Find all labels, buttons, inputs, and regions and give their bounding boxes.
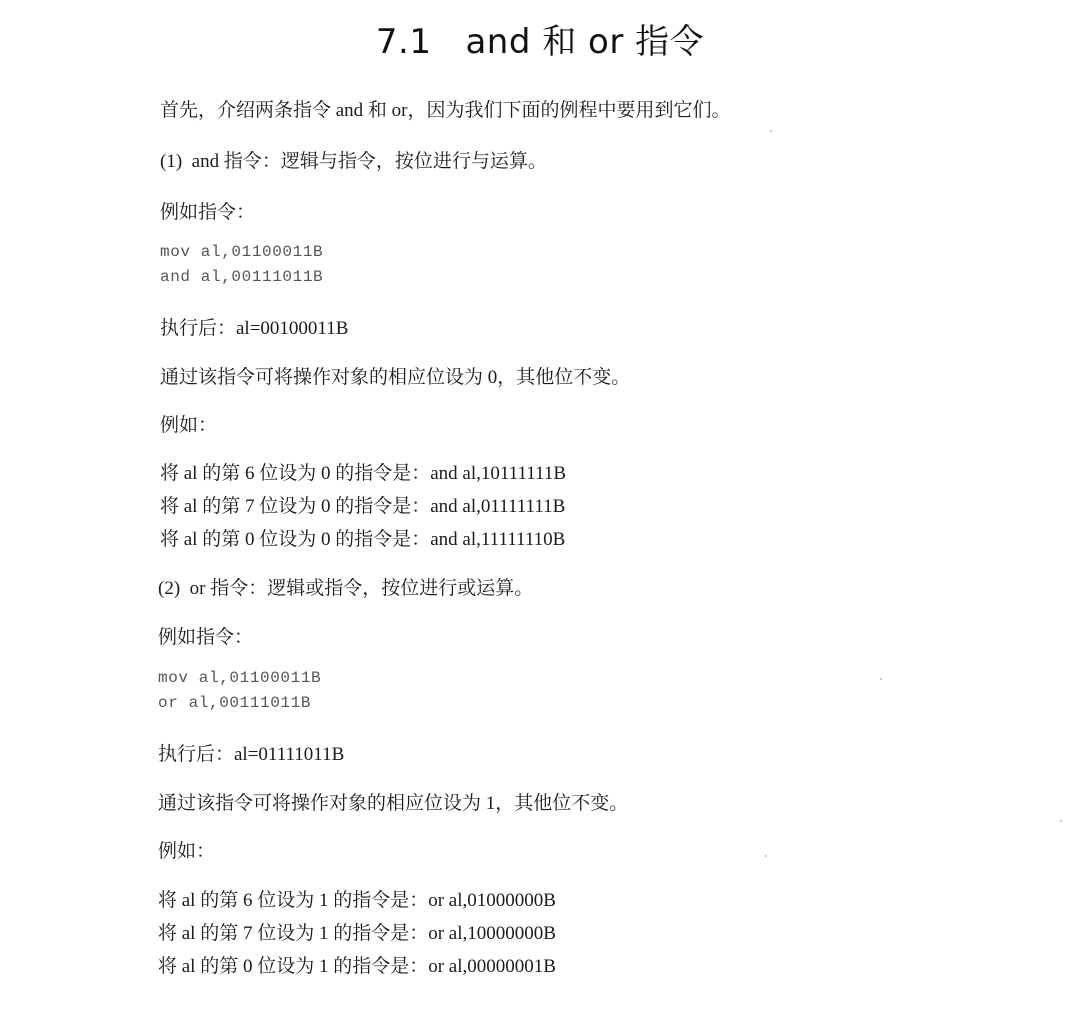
and-effect: 通过该指令可将操作对象的相应位设为 0，其他位不变。 [160, 367, 631, 388]
or-example-line: 将 al 的第 6 位设为 1 的指令是：or al,01000000B [158, 890, 556, 911]
scan-speck [880, 678, 882, 680]
or-code-line-2: or al,00111011B [158, 694, 312, 712]
scan-speck [770, 130, 772, 132]
scan-speck [1060, 820, 1062, 822]
or-heading: (2) or 指令：逻辑或指令，按位进行或运算。 [158, 578, 534, 599]
scan-speck [765, 855, 767, 857]
and-example-label: 例如指令： [160, 202, 256, 223]
or-result: 执行后：al=01111011B [158, 744, 345, 765]
and-result: 执行后：al=00100011B [160, 318, 349, 339]
and-code-line-1: mov al,01100011B [160, 243, 324, 261]
section-number: 7.1 [375, 22, 432, 62]
or-example-line: 将 al 的第 7 位设为 1 的指令是：or al,10000000B [158, 923, 556, 944]
or-effect: 通过该指令可将操作对象的相应位设为 1，其他位不变。 [158, 793, 629, 814]
section-title-text: and 和 or 指令 [465, 22, 705, 62]
or-example2-label: 例如： [158, 841, 216, 862]
section-title [0, 14, 1080, 63]
and-example-line: 将 al 的第 7 位设为 0 的指令是：and al,01111111B [160, 496, 566, 517]
and-code-line-2: and al,00111011B [160, 268, 324, 286]
or-code-line-1: mov al,01100011B [158, 669, 322, 687]
and-example-line: 将 al 的第 0 位设为 0 的指令是：and al,11111110B [160, 529, 566, 550]
intro-paragraph: 首先，介绍两条指令 and 和 or，因为我们下面的例程中要用到它们。 [160, 100, 731, 121]
or-example-line: 将 al 的第 0 位设为 1 的指令是：or al,00000001B [158, 956, 556, 977]
and-heading: (1) and 指令：逻辑与指令，按位进行与运算。 [160, 151, 547, 172]
and-example-line: 将 al 的第 6 位设为 0 的指令是：and al,10111111B [160, 463, 567, 484]
or-example-label: 例如指令： [158, 627, 254, 648]
and-example2-label: 例如： [160, 415, 218, 436]
